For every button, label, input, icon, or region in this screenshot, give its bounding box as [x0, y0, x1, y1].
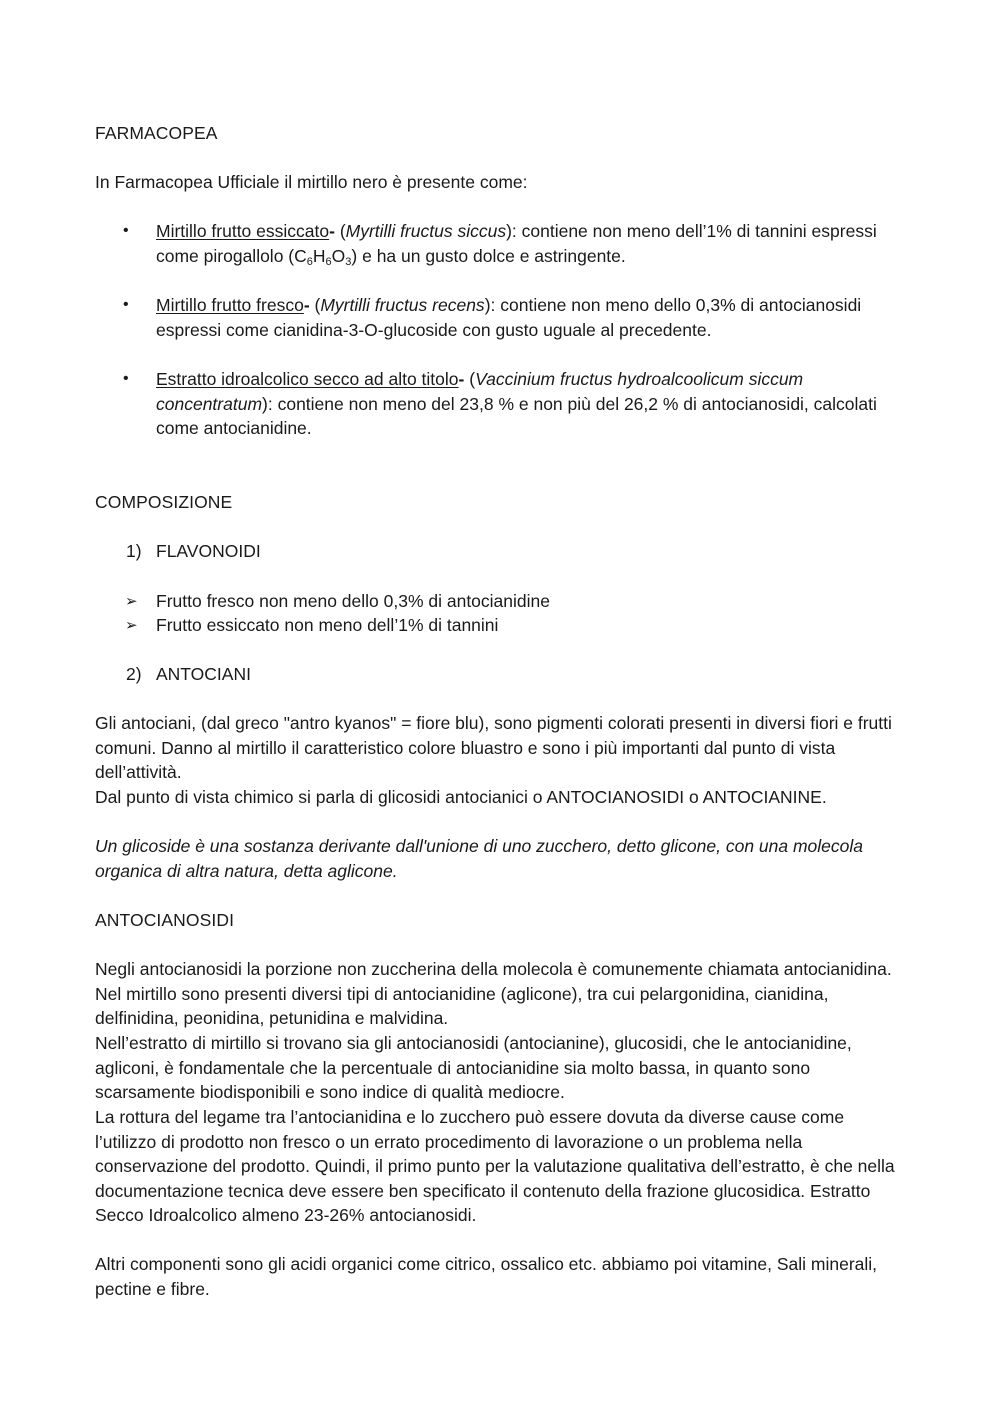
glycoside-definition: Un glicoside è una sostanza derivante dall'unione di uno zucchero, detto glicone, con una molecola organica di altra natura, detta aglicone. — [95, 836, 864, 881]
item-title: Mirtillo frutto fresco — [156, 295, 304, 315]
paragraph: Negli antocianosidi la porzione non zuccherina della molecola è comunemente chiamata antocianidina. Nel mirtillo sono presenti diversi tipi di antocianidine (aglicone), tra cui pelargonidina, cianidina, delfinidina, peonidina, petunidina e malvidina. — [95, 959, 892, 1029]
item-title: Estratto idroalcolico secco ad alto titolo — [156, 369, 459, 389]
list-item-text: Frutto fresco non meno dello 0,3% di antocianidine — [156, 591, 550, 611]
item-number: 1) — [126, 541, 142, 561]
section-heading-farmacopea: FARMACOPEA — [95, 123, 218, 143]
item-title: Mirtillo frutto essiccato — [156, 221, 330, 241]
item-latin-name: Vaccinium fructus hydroalcoolicum siccum concentratum — [156, 369, 804, 414]
item-number: 2) — [126, 664, 142, 684]
intro-paragraph: In Farmacopea Ufficiale il mirtillo nero è presente come: — [95, 172, 528, 192]
section-heading-composizione: COMPOSIZIONE — [95, 492, 233, 512]
numbered-item-label: ANTOCIANI — [156, 664, 251, 684]
antociani-paragraph: Gli antociani, (dal greco "antro kyanos" = fiore blu), sono pigmenti colorati presenti in diversi fiori e frutti comuni. Danno al mirtillo il caratteristico colore bluastro e sono i più importanti dal punto di vista dell’attività. — [95, 713, 892, 783]
list-item-text: Mirtillo frutto fresco- (Myrtilli fructus recens): contiene non meno dello 0,3% di antocianosidi espressi come cianidina-3-O-glucoside con gusto uguale al precedente. — [156, 295, 862, 340]
paragraph: La rottura del legame tra l’antocianidina e lo zucchero può essere dovuta da diverse cause come l’utilizzo di prodotto non fresco o un errato procedimento di lavorazione o un problema nella conservazione del prodotto. Quindi, il primo punto per la valutazione qualitativa dell’estratto, è che nella documentazione tecnica deve essere ben specificato il contenuto della frazione glucosidica. Estratto Secco Idroalcolico almeno 23-26% antocianosidi. — [95, 1107, 895, 1226]
chemical-paragraph: Dal punto di vista chimico si parla di glicosidi antocianici o ANTOCIANOSIDI o ANTOCIANINE. — [95, 787, 827, 807]
bullet-icon: • — [123, 370, 129, 387]
item-latin-name: Myrtilli fructus siccus — [345, 221, 507, 241]
section-heading-antocianosidi: ANTOCIANOSIDI — [95, 910, 235, 930]
numbered-item-label: FLAVONOIDI — [156, 541, 261, 561]
paragraph: Altri componenti sono gli acidi organici come citrico, ossalico etc. abbiamo poi vitamine, Sali minerali, pectine e fibre. — [95, 1254, 878, 1299]
list-item-text: Mirtillo frutto essiccato- (Myrtilli fructus siccus): contiene non meno dell’1% di tannini espressi come pirogallolo $(C_6H_6O_3)$ e ha un gusto dolce e astringente. — [156, 221, 877, 268]
list-item-text: Estratto idroalcolico secco ad alto titolo- (Vaccinium fructus hydroalcoolicum siccum concentratum): contiene non meno del 23,8 % e non più del 26,2 % di antocianosidi, calcolati come antocianidine. — [156, 369, 877, 439]
arrow-bullet-icon: ➢ — [125, 617, 138, 634]
bullet-icon: • — [123, 222, 129, 239]
arrow-bullet-icon: ➢ — [125, 593, 138, 610]
paragraph: Nell’estratto di mirtillo si trovano sia gli antocianosidi (antocianine), glucosidi, che le antocianidine, agliconi, è fondamentale che la percentuale di antocianidine sia molto bassa, in quanto sono scarsamente biodisponibili e sono indice di qualità mediocre. — [95, 1033, 852, 1103]
bullet-icon: • — [123, 296, 129, 313]
list-item-text: Frutto essiccato non meno dell’1% di tannini — [156, 615, 499, 635]
item-latin-name: Myrtilli fructus recens — [320, 295, 485, 315]
